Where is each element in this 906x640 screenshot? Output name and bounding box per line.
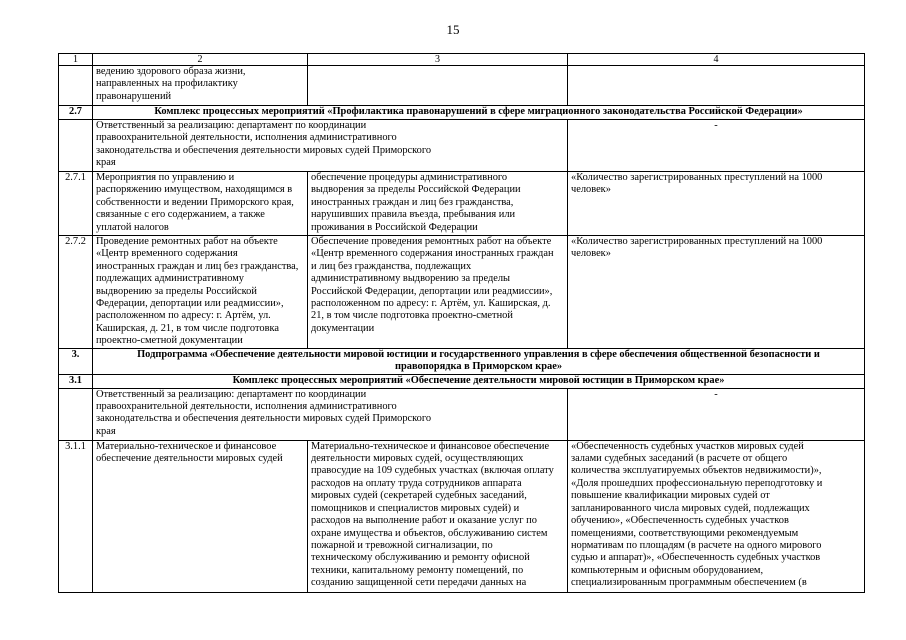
indicator: «Обеспеченность судебных участков мировых судей залами судебных заседаний (в расчете от общего количества эксплуатируемых объектов недвижимости)», «Доля прошедших профессиональную переподготовку и повышение квалификации мировых судей от запланированного числа мировых судей, подлежащих обучению», «Обеспеченность судебных участков помещениями, соответствующими рекомендуемым нормативам по площадям (в расчете на одного мирового судью и аппарат)», «Обеспеченность судебных участков компьютерным и офисным оборудованием, специализированным программным обеспечением (в: [568, 440, 865, 592]
subprogram-row: [59, 348, 865, 374]
measure-description: обеспечение процедуры административного выдворения за пределы Российской Федерации иностранных граждан и лиц без гражданства, нарушивших правила въезда, пребывания или проживания в Российской Федерации: [308, 172, 568, 236]
program-table: [58, 53, 865, 593]
header-col-2: 2: [93, 54, 308, 66]
continued-cell: ведению здорового образа жизни, направленных на профилактику правонарушений: [93, 66, 308, 106]
table-row: [59, 236, 865, 349]
section-row: [59, 106, 865, 120]
dash-cell: -: [568, 388, 865, 440]
row-number: 2.7.1: [59, 172, 93, 236]
measure-description: Материально-техническое и финансовое обеспечение деятельности мировых судей, осуществляющих правосудие на 109 судебных участках (включая оплату расходов на оплату труда сотрудников аппарата мировых судей (секретарей судебных заседаний, помощников и специалистов мировых судей) и расходов на выполнение работ и оказание услуг по охране имущества и объектов, обслуживанию систем пожарной и тревожной сигнализации, по техническому обслуживанию и ремонту офисной техники, капитальному ремонту помещений, по созданию защищенной сети передачи данных на: [308, 440, 568, 592]
responsible-row: [59, 388, 865, 440]
responsible-text: Ответственный за реализацию: департамент по координации правоохранительной деятельности, исполнения административного законодательства и обеспечения деятельности мировых судей Приморского края: [93, 388, 568, 440]
measure-name: Проведение ремонтных работ на объекте «Центр временного содержания иностранных граждан и лиц без гражданства, подлежащих административному выдворению за пределы Российской Федерации, депортации или реадмиссии», расположенном по адресу: г. Артём, ул. Каширская, д. 21, в том числе подготовка проектно-сметной документации: [93, 236, 308, 349]
row-number: 2.7.2: [59, 236, 93, 349]
measure-name: Мероприятия по управлению и распоряжению имуществом, находящимся в собственности и ведении Приморского края, связанные с его содержанием, а также уплатой налогов: [93, 172, 308, 236]
section-title: Комплекс процессных мероприятий «Обеспечение деятельности мировой юстиции в Приморском крае»: [93, 374, 865, 388]
header-row: [59, 54, 865, 66]
dash-cell: -: [568, 120, 865, 172]
section-number: 2.7: [59, 106, 93, 120]
header-col-1: 1: [59, 54, 93, 66]
indicator: «Количество зарегистрированных преступлений на 1000 человек»: [568, 236, 865, 349]
table-row: [59, 66, 865, 106]
section-number: 3.1: [59, 374, 93, 388]
measure-name: Материально-техническое и финансовое обеспечение деятельности мировых судей: [93, 440, 308, 592]
header-col-3: 3: [308, 54, 568, 66]
table-row: [59, 172, 865, 236]
header-col-4: 4: [568, 54, 865, 66]
row-number: 3.1.1: [59, 440, 93, 592]
responsible-text: Ответственный за реализацию: департамент по координации правоохранительной деятельности, исполнения административного законодательства и обеспечения деятельности мировых судей Приморского края: [93, 120, 568, 172]
section-number: 3.: [59, 348, 93, 374]
section-row: [59, 374, 865, 388]
responsible-row: [59, 120, 865, 172]
page-number: 15: [446, 22, 460, 37]
indicator: «Количество зарегистрированных преступлений на 1000 человек»: [568, 172, 865, 236]
section-title: Комплекс процессных мероприятий «Профилактика правонарушений в сфере миграционного законодательства Российской Федерации»: [93, 106, 865, 120]
section-title: Подпрограмма «Обеспечение деятельности мировой юстиции и государственного управления в сфере обеспечения общественной безопасности и правопорядка в Приморском крае»: [93, 348, 865, 374]
table-row: [59, 440, 865, 592]
measure-description: Обеспечение проведения ремонтных работ на объекте «Центр временного содержания иностранных граждан и лиц без гражданства, подлежащих административному выдворению за пределы Российской Федерации, депортации или реадмиссии», расположенном по адресу: г. Артём, ул. Каширская, д. 21, в том числе подготовка проектно-сметной документации: [308, 236, 568, 349]
